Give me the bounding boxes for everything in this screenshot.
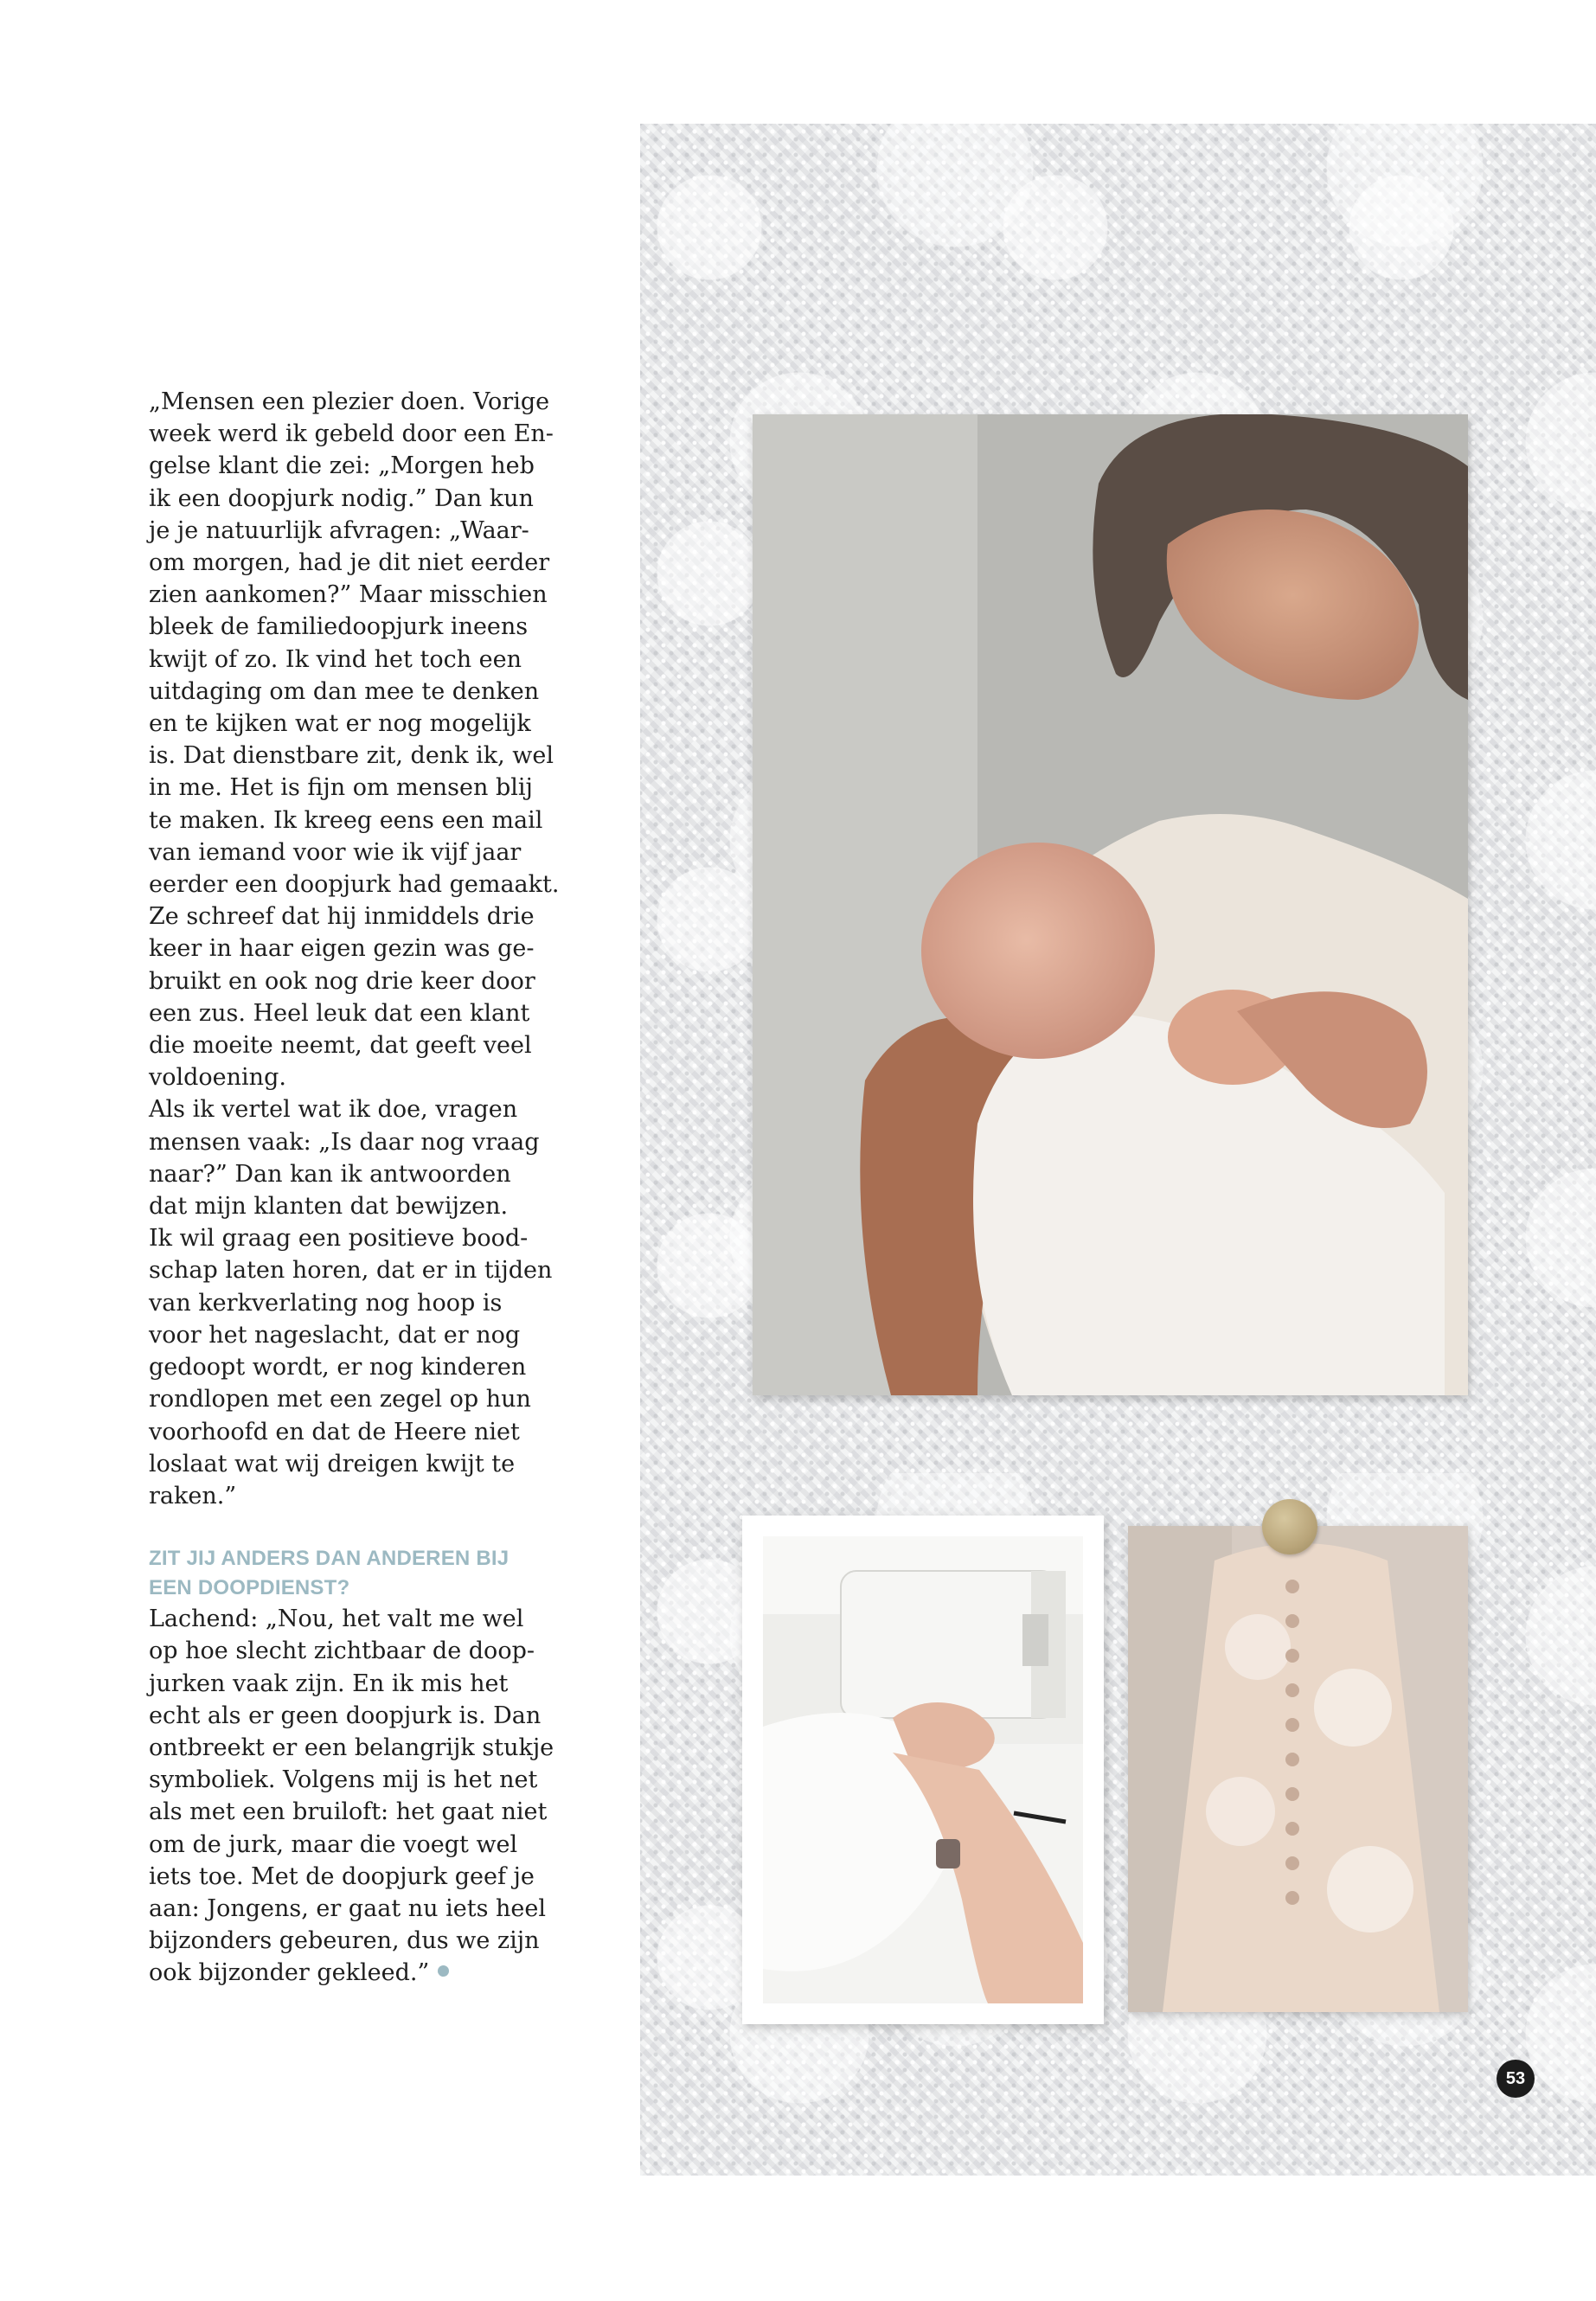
article-body-part-1 xyxy=(149,386,560,1512)
article-text-line: die moeite neemt, dat geeft veel xyxy=(149,1032,532,1060)
article-text-line: bleek de familiedoopjurk ineens xyxy=(149,613,529,641)
article-text-line: echt als er geen doopjurk is. Dan xyxy=(149,1702,542,1729)
article-text-line: is. Dat dienstbare zit, denk ik, wel xyxy=(149,742,554,770)
article-text-line: ik een doopjurk nodig.” Dan kun xyxy=(149,484,534,512)
article-text-line: iets toe. Met de doopjurk geef je xyxy=(149,1862,535,1890)
article-text-line: ook bijzonder gekleed.” xyxy=(149,1957,538,1989)
article-text-line: rondlopen met een zegel op hun xyxy=(149,1386,531,1413)
article-text-line: gedoopt wordt, er nog kinderen xyxy=(149,1354,527,1381)
article-text-line: van iemand voor wie ik vijf jaar xyxy=(149,838,522,866)
article-text-line: loslaat wat wij dreigen kwijt te xyxy=(149,1450,516,1477)
article-text-line: bijzonders gebeuren, dus we zijn xyxy=(149,1927,540,1955)
photo-sewing-machine xyxy=(763,1536,1083,2003)
article-text-line: mensen vaak: „Is daar nog vraag xyxy=(149,1128,540,1156)
article-text-line: om de jurk, maar die voegt wel xyxy=(149,1830,518,1858)
article-text-line: op hoe slecht zichtbaar de doop- xyxy=(149,1638,535,1665)
article-text-line: van kerkverlating nog hoop is xyxy=(149,1289,503,1317)
article-text-line: voor het nageslacht, dat er nog xyxy=(149,1321,521,1349)
article-text-line: Als ik vertel wat ik doe, vragen xyxy=(149,1096,518,1124)
article-text-line: ontbreekt er een belangrijk stukje xyxy=(149,1734,554,1761)
article-text-line: om morgen, had je dit niet eerder xyxy=(149,549,550,577)
article-text-line: „Mensen een plezier doen. Vorige xyxy=(149,388,550,415)
article-text-line: en te kijken wat er nog mogelijk xyxy=(149,710,531,738)
article-text-column xyxy=(149,386,560,1990)
article-body-part-2 xyxy=(149,1603,554,1989)
article-text-line: in me. Het is fijn om mensen blij xyxy=(149,774,533,802)
article-text-line: Ik wil graag een positieve bood- xyxy=(149,1225,529,1253)
article-text-line: voldoening. xyxy=(149,1064,286,1092)
interview-question-heading xyxy=(149,1544,538,1603)
article-text-line: Lachend: „Nou, het valt me wel xyxy=(149,1606,524,1633)
article-text-line: je je natuurlijk afvragen: „Waar- xyxy=(149,516,529,544)
article-text-line: te maken. Ik kreeg eens een mail xyxy=(149,806,543,834)
article-text-line: dat mijn klanten dat bewijzen. xyxy=(149,1193,509,1221)
article-text-line: voorhoofd en dat de Heere niet xyxy=(149,1418,520,1445)
article-text-line: symboliek. Volgens mij is het net xyxy=(149,1766,538,1794)
photo-christening-dress-detail xyxy=(1128,1526,1468,2012)
article-text-line: raken.” xyxy=(149,1482,237,1509)
article-text-line: keer in haar eigen gezin was ge- xyxy=(149,935,535,963)
article-text-line: een zus. Heel leuk dat een klant xyxy=(149,999,530,1027)
article-text-line: als met een bruiloft: het gaat niet xyxy=(149,1798,548,1826)
article-text-line: eerder een doopjurk had gemaakt. xyxy=(149,871,560,899)
pushpin-icon xyxy=(1262,1499,1317,1554)
article-text-line: aan: Jongens, er gaat nu iets heel xyxy=(149,1894,547,1922)
page-number: 53 xyxy=(1497,2060,1535,2098)
article-text-line: jurken vaak zijn. En ik mis het xyxy=(149,1670,509,1697)
polaroid-frame xyxy=(742,1516,1104,2024)
article-text-line: kwijt of zo. Ik vind het toch een xyxy=(149,645,522,673)
article-text-line: naar?” Dan kan ik antwoorden xyxy=(149,1160,511,1188)
article-text-line: week werd ik gebeld door een En- xyxy=(149,420,554,448)
question-heading-line: EEN DOOPDIENST? xyxy=(149,1576,350,1600)
article-text-line: uitdaging om dan mee te denken xyxy=(149,677,540,705)
article-text-line: bruikt en ook nog drie keer door xyxy=(149,967,535,995)
question-heading-line: ZIT JIJ ANDERS DAN ANDEREN BIJ xyxy=(149,1547,510,1571)
article-text-line: schap laten horen, dat er in tijden xyxy=(149,1257,553,1285)
photo-mother-and-baby xyxy=(753,414,1468,1395)
end-of-article-dot-icon xyxy=(438,1965,449,1977)
article-text-line: zien aankomen?” Maar misschien xyxy=(149,581,548,609)
article-text-line: Ze schreef dat hij inmiddels drie xyxy=(149,903,535,931)
article-text-line: gelse klant die zei: „Morgen heb xyxy=(149,452,535,480)
